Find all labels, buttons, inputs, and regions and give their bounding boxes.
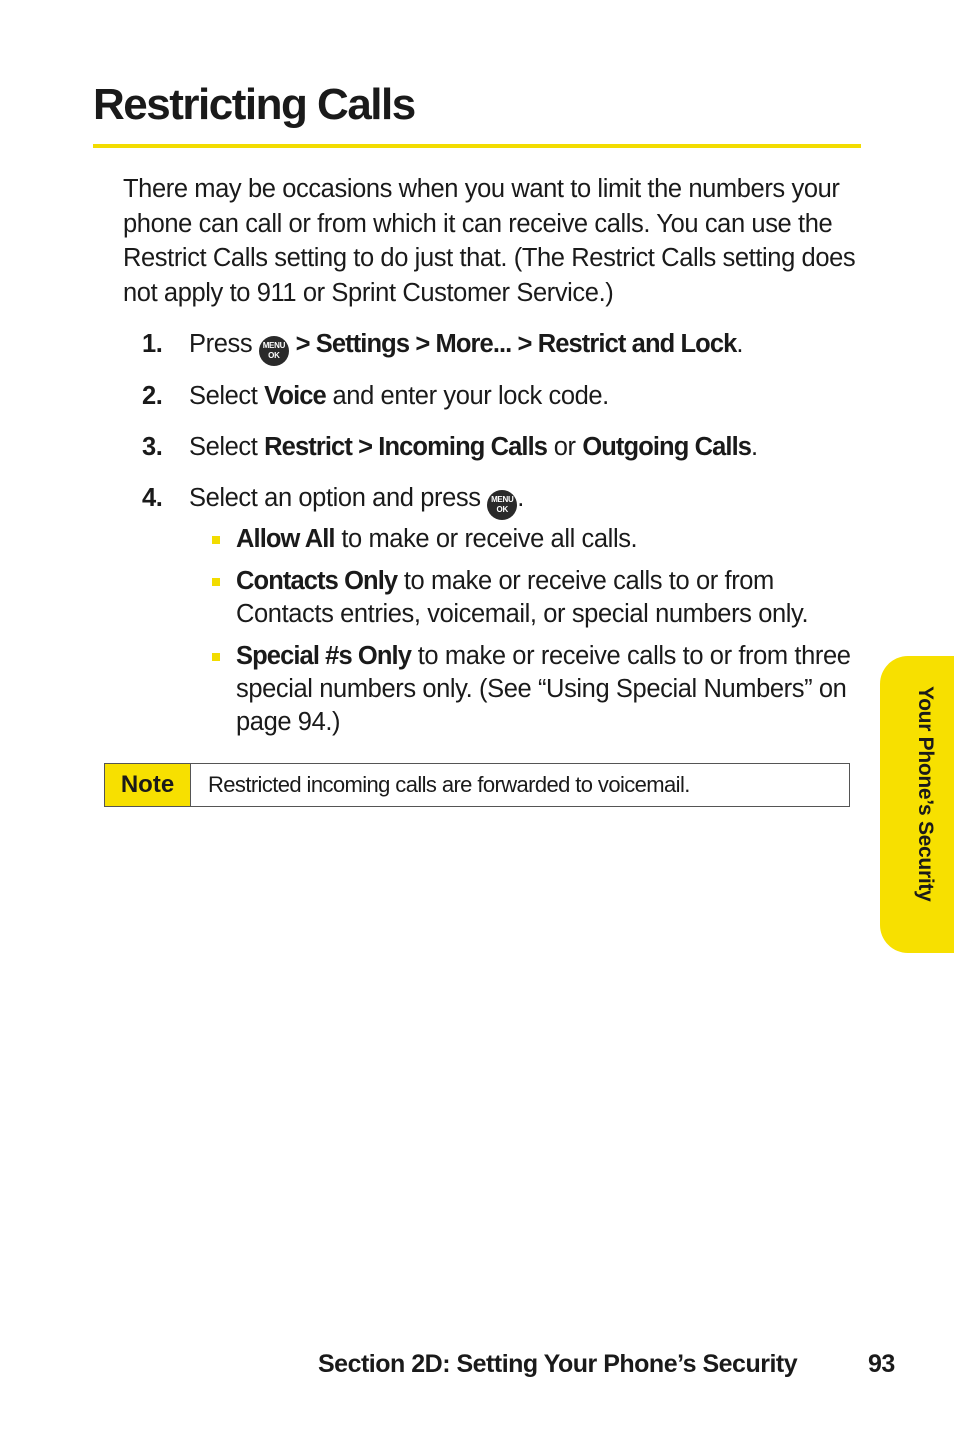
menu-ok-key-icon: MENU OK	[487, 490, 517, 520]
step-4: 4. Select an option and press MENU OK .	[142, 481, 524, 520]
title-underline	[93, 144, 861, 148]
bullet-icon	[212, 653, 220, 661]
menu-ok-key-icon: MENU OK	[259, 336, 289, 366]
intro-paragraph: There may be occasions when you want to limit the numbers your phone can call or from which it can receive calls. You can use the Restrict Calls setting to do just that. (The Restrict Calls setting does not apply to 911 or Sprint Customer Service.)	[123, 175, 856, 307]
step-number: 4.	[142, 484, 163, 512]
side-tab-label: Your Phone’s Security	[914, 686, 937, 902]
bullet-icon	[212, 578, 220, 586]
step-3: 3. Select Restrict > Incoming Calls or Outgoing Calls.	[142, 430, 758, 464]
bullet-icon	[212, 536, 220, 544]
menu-path: Restrict > Incoming Calls	[264, 433, 548, 461]
footer-section-title: Section 2D: Setting Your Phone’s Security	[318, 1350, 798, 1378]
menu-path: > Settings > More... > Restrict and Lock	[295, 330, 737, 358]
list-item: Allow All to make or receive all calls.	[210, 523, 860, 556]
option-outgoing-calls: Outgoing Calls	[582, 433, 752, 461]
list-item: Contacts Only to make or receive calls to or from Contacts entries, voicemail, or special numbers only.	[210, 565, 860, 631]
step-number: 3.	[142, 433, 163, 461]
step-number: 1.	[142, 330, 163, 358]
page-number: 93	[868, 1350, 895, 1378]
note-box	[104, 763, 850, 807]
page-title: Restricting Calls	[93, 80, 415, 129]
step-number: 2.	[142, 382, 163, 410]
list-item: Special #s Only to make or receive calls to or from three special numbers only. (See “Using Special Numbers” on page 94.)	[210, 640, 860, 739]
option-list	[210, 523, 860, 748]
note-label: Note	[105, 764, 191, 806]
note-text: Restricted incoming calls are forwarded to voicemail.	[208, 772, 690, 797]
option-voice: Voice	[264, 382, 326, 410]
step-2: 2. Select Voice and enter your lock code.	[142, 379, 609, 413]
step-1: 1. Press MENU OK > Settings > More... > Restrict and Lock.	[142, 327, 743, 366]
